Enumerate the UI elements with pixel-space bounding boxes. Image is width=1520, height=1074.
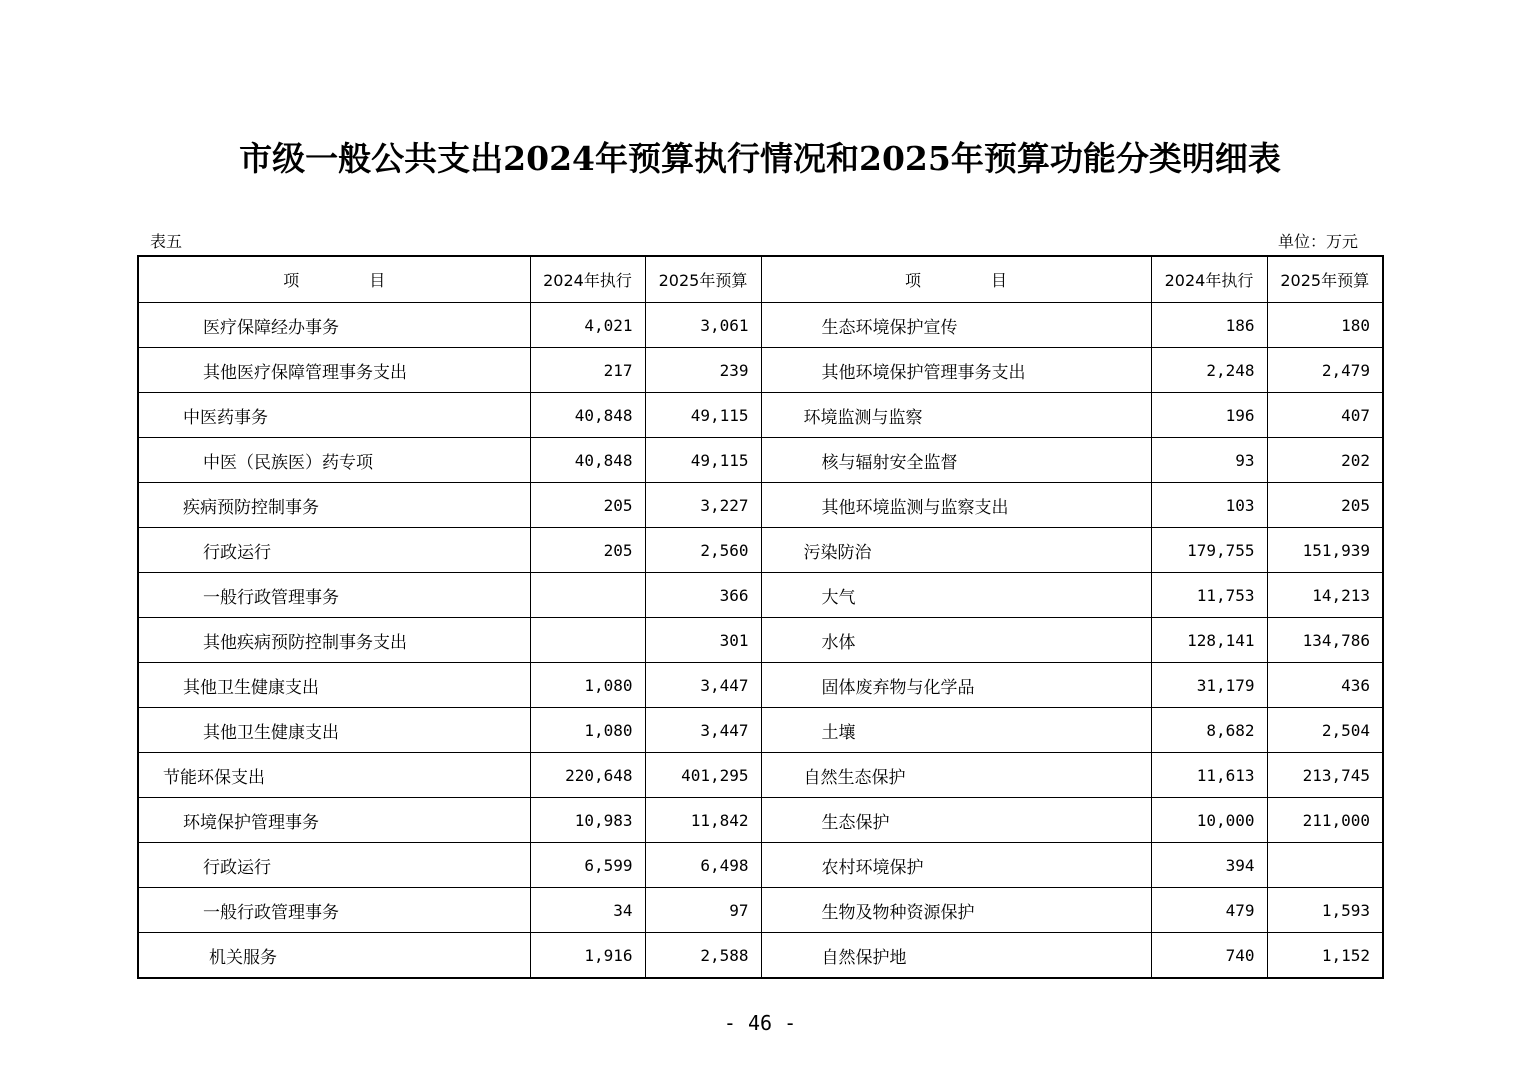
right-2024-value: 31,179 (1151, 663, 1267, 708)
left-item-name: 医疗保障经办事务 (138, 303, 530, 348)
left-2024-value (530, 573, 645, 618)
header-2025-left: 2025年预算 (645, 256, 761, 303)
right-2024-value: 2,248 (1151, 348, 1267, 393)
left-item-name: 其他卫生健康支出 (138, 708, 530, 753)
table-row (138, 888, 1383, 933)
budget-table (137, 255, 1384, 979)
right-item-name: 生物及物种资源保护 (761, 888, 1151, 933)
right-2025-value: 211,000 (1267, 798, 1383, 843)
unit-label: 单位：万元 (1278, 232, 1359, 251)
right-item-name: 自然生态保护 (761, 753, 1151, 798)
right-item-name: 其他环境保护管理事务支出 (761, 348, 1151, 393)
right-item-name: 生态环境保护宣传 (761, 303, 1151, 348)
table-row (138, 708, 1383, 753)
left-2025-value: 3,447 (645, 708, 761, 753)
table-row (138, 528, 1383, 573)
right-2024-value: 394 (1151, 843, 1267, 888)
right-2024-value: 128,141 (1151, 618, 1267, 663)
left-item-name: 环境保护管理事务 (138, 798, 530, 843)
left-2024-value: 10,983 (530, 798, 645, 843)
right-2025-value: 2,479 (1267, 348, 1383, 393)
right-2025-value: 134,786 (1267, 618, 1383, 663)
right-2024-value: 179,755 (1151, 528, 1267, 573)
left-item-name: 疾病预防控制事务 (138, 483, 530, 528)
right-2024-value: 103 (1151, 483, 1267, 528)
table-row (138, 933, 1383, 979)
left-item-name: 行政运行 (138, 528, 530, 573)
right-2025-value: 436 (1267, 663, 1383, 708)
right-2024-value: 93 (1151, 438, 1267, 483)
table-row (138, 798, 1383, 843)
left-item-name: 中医（民族医）药专项 (138, 438, 530, 483)
table-row (138, 438, 1383, 483)
right-2025-value: 213,745 (1267, 753, 1383, 798)
table-row (138, 753, 1383, 798)
table-header-row (138, 256, 1383, 303)
right-2024-value: 186 (1151, 303, 1267, 348)
left-2025-value: 97 (645, 888, 761, 933)
left-item-name: 机关服务 (138, 933, 530, 979)
left-2025-value: 6,498 (645, 843, 761, 888)
right-2025-value: 202 (1267, 438, 1383, 483)
left-item-name: 节能环保支出 (138, 753, 530, 798)
right-item-name: 核与辐射安全监督 (761, 438, 1151, 483)
left-2025-value: 401,295 (645, 753, 761, 798)
left-item-name: 中医药事务 (138, 393, 530, 438)
left-item-name: 其他疾病预防控制事务支出 (138, 618, 530, 663)
header-item-right: 项 目 (761, 256, 1151, 303)
left-2024-value: 1,916 (530, 933, 645, 979)
right-item-name: 土壤 (761, 708, 1151, 753)
right-item-name: 环境监测与监察 (761, 393, 1151, 438)
right-item-name: 固体废弃物与化学品 (761, 663, 1151, 708)
left-2025-value: 49,115 (645, 438, 761, 483)
right-item-name: 其他环境监测与监察支出 (761, 483, 1151, 528)
left-2025-value: 11,842 (645, 798, 761, 843)
table-row (138, 843, 1383, 888)
table-row (138, 663, 1383, 708)
left-2024-value: 205 (530, 528, 645, 573)
table-row (138, 573, 1383, 618)
right-2025-value (1267, 843, 1383, 888)
left-2025-value: 239 (645, 348, 761, 393)
left-2025-value: 49,115 (645, 393, 761, 438)
left-2024-value (530, 618, 645, 663)
left-2024-value: 34 (530, 888, 645, 933)
left-2024-value: 1,080 (530, 708, 645, 753)
left-2025-value: 3,227 (645, 483, 761, 528)
left-2024-value: 6,599 (530, 843, 645, 888)
left-item-name: 一般行政管理事务 (138, 888, 530, 933)
right-item-name: 生态保护 (761, 798, 1151, 843)
left-item-name: 行政运行 (138, 843, 530, 888)
right-2024-value: 740 (1151, 933, 1267, 979)
left-2024-value: 4,021 (530, 303, 645, 348)
left-2025-value: 3,447 (645, 663, 761, 708)
left-2025-value: 301 (645, 618, 761, 663)
header-item-left: 项 目 (138, 256, 530, 303)
right-2025-value: 180 (1267, 303, 1383, 348)
right-item-name: 水体 (761, 618, 1151, 663)
left-2025-value: 2,588 (645, 933, 761, 979)
right-2024-value: 10,000 (1151, 798, 1267, 843)
right-item-name: 农村环境保护 (761, 843, 1151, 888)
table-row (138, 348, 1383, 393)
right-2024-value: 11,753 (1151, 573, 1267, 618)
right-2025-value: 2,504 (1267, 708, 1383, 753)
header-2024-right: 2024年执行 (1151, 256, 1267, 303)
table-row (138, 618, 1383, 663)
page-number: - 46 - (723, 1011, 797, 1035)
left-2025-value: 366 (645, 573, 761, 618)
left-2024-value: 1,080 (530, 663, 645, 708)
left-2024-value: 220,648 (530, 753, 645, 798)
left-2024-value: 205 (530, 483, 645, 528)
right-2024-value: 479 (1151, 888, 1267, 933)
right-2024-value: 196 (1151, 393, 1267, 438)
table-row (138, 483, 1383, 528)
left-item-name: 其他卫生健康支出 (138, 663, 530, 708)
left-2025-value: 2,560 (645, 528, 761, 573)
left-item-name: 一般行政管理事务 (138, 573, 530, 618)
left-2024-value: 217 (530, 348, 645, 393)
page-title: 市级一般公共支出2024年预算执行情况和2025年预算功能分类明细表 (239, 139, 1281, 178)
table-label: 表五 (150, 232, 183, 251)
right-2025-value: 14,213 (1267, 573, 1383, 618)
right-2025-value: 1,593 (1267, 888, 1383, 933)
left-2025-value: 3,061 (645, 303, 761, 348)
table-row (138, 303, 1383, 348)
right-item-name: 污染防治 (761, 528, 1151, 573)
right-2025-value: 1,152 (1267, 933, 1383, 979)
right-2024-value: 11,613 (1151, 753, 1267, 798)
left-item-name: 其他医疗保障管理事务支出 (138, 348, 530, 393)
right-2025-value: 205 (1267, 483, 1383, 528)
right-2024-value: 8,682 (1151, 708, 1267, 753)
right-item-name: 自然保护地 (761, 933, 1151, 979)
table-row (138, 393, 1383, 438)
header-2025-right: 2025年预算 (1267, 256, 1383, 303)
right-item-name: 大气 (761, 573, 1151, 618)
left-2024-value: 40,848 (530, 438, 645, 483)
right-2025-value: 407 (1267, 393, 1383, 438)
header-2024-left: 2024年执行 (530, 256, 645, 303)
left-2024-value: 40,848 (530, 393, 645, 438)
right-2025-value: 151,939 (1267, 528, 1383, 573)
